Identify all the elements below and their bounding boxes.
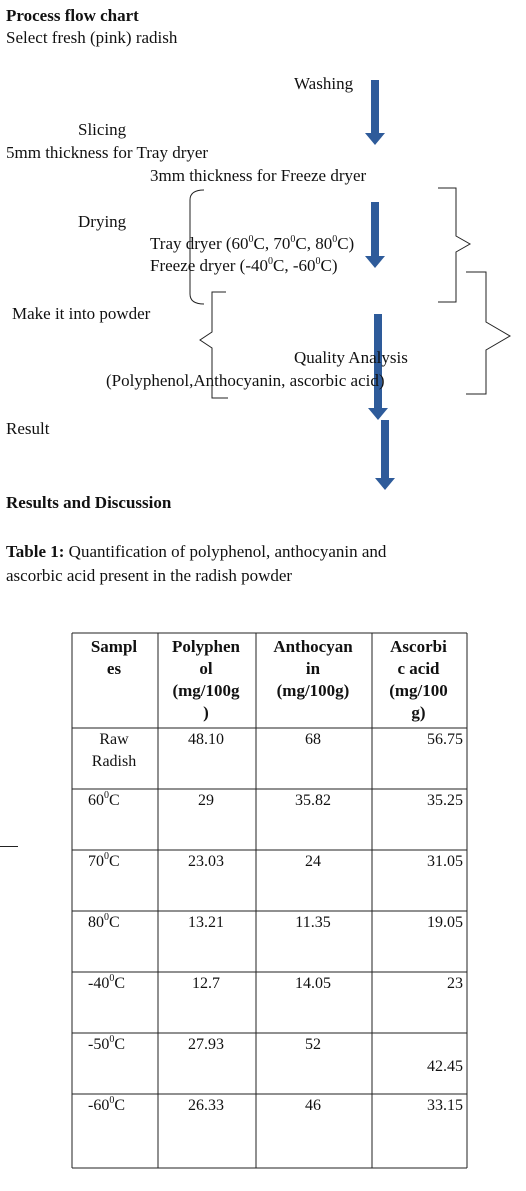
slice-tray-thickness: 5mm thickness for Tray dryer [6,143,209,162]
step-washing: Washing [294,74,354,93]
polyphenol-value: 27.93 [188,1036,224,1053]
polyphenol-value: 12.7 [192,975,220,992]
anthocyanin-value: 52 [305,1036,321,1053]
table-caption-line2: ascorbic acid present in the radish powder [6,566,293,585]
anthocyanin-value: 68 [305,731,321,748]
sample-cell: $60^0C$ [88,790,120,809]
anthocyanin-value: 11.35 [295,914,331,931]
header-anthocyanin: Anthocyan in (mg/100g) [273,637,353,700]
step-result: Result [6,419,50,438]
header-polyphenol: Polyphen ol (mg/100g ) [171,637,241,722]
anthocyanin-value: 46 [305,1097,321,1114]
polyphenol-value: 13.21 [188,914,224,931]
table-caption-line1: Table 1: Quantification of polyphenol, anthocyanin and [6,542,387,561]
polyphenol-value: 29 [198,792,214,809]
ascorbic-acid-value: 33.15 [427,1097,463,1114]
polyphenol-value: 26.33 [188,1097,224,1114]
sample-cell: $-40^0C$ [88,973,125,992]
sample-cell: $80^0C$ [88,912,120,931]
anthocyanin-value: 14.05 [295,975,331,992]
anthocyanin-value: 24 [305,853,321,870]
sample-cell: Raw Radish [91,731,137,770]
sample-cell: $70^0C$ [88,851,120,870]
tray-dryer-temps: Tray dryer ($60^0C$, $70^0C$, $80^0C$) [150,234,355,253]
flow-title: Process flow chart [6,6,139,25]
sample-cell: $-60^0C$ [88,1095,125,1114]
ascorbic-acid-value: 23 [447,975,463,992]
ascorbic-acid-value: 42.45 [427,1058,463,1075]
section-heading: Results and Discussion [6,493,172,512]
slice-freeze-thickness: 3mm thickness for Freeze dryer [150,166,367,185]
step-slicing: Slicing [78,120,127,139]
step-quality-analysis: Quality Analysis [294,348,408,367]
polyphenol-value: 23.03 [188,853,224,870]
ascorbic-acid-value: 35.25 [427,792,463,809]
anthocyanin-value: 35.82 [295,792,331,809]
quality-analysis-items: (Polyphenol,Anthocyanin, ascorbic acid) [106,371,385,390]
ascorbic-acid-value: 19.05 [427,914,463,931]
flow-subtitle: Select fresh (pink) radish [6,28,178,47]
freeze-dryer-temps: Freeze dryer ($-40^0C$, $-60^0C$) [150,256,338,275]
header-samples: Sampl es [90,637,138,678]
step-drying: Drying [78,212,127,231]
step-powder: Make it into powder [12,304,151,323]
polyphenol-value: 48.10 [188,731,224,748]
sample-cell: $-50^0C$ [88,1034,125,1053]
ascorbic-acid-value: 31.05 [427,853,463,870]
ascorbic-acid-value: 56.75 [427,731,463,748]
header-ascorbic-acid: Ascorbi c acid (mg/100 g) [389,637,448,722]
